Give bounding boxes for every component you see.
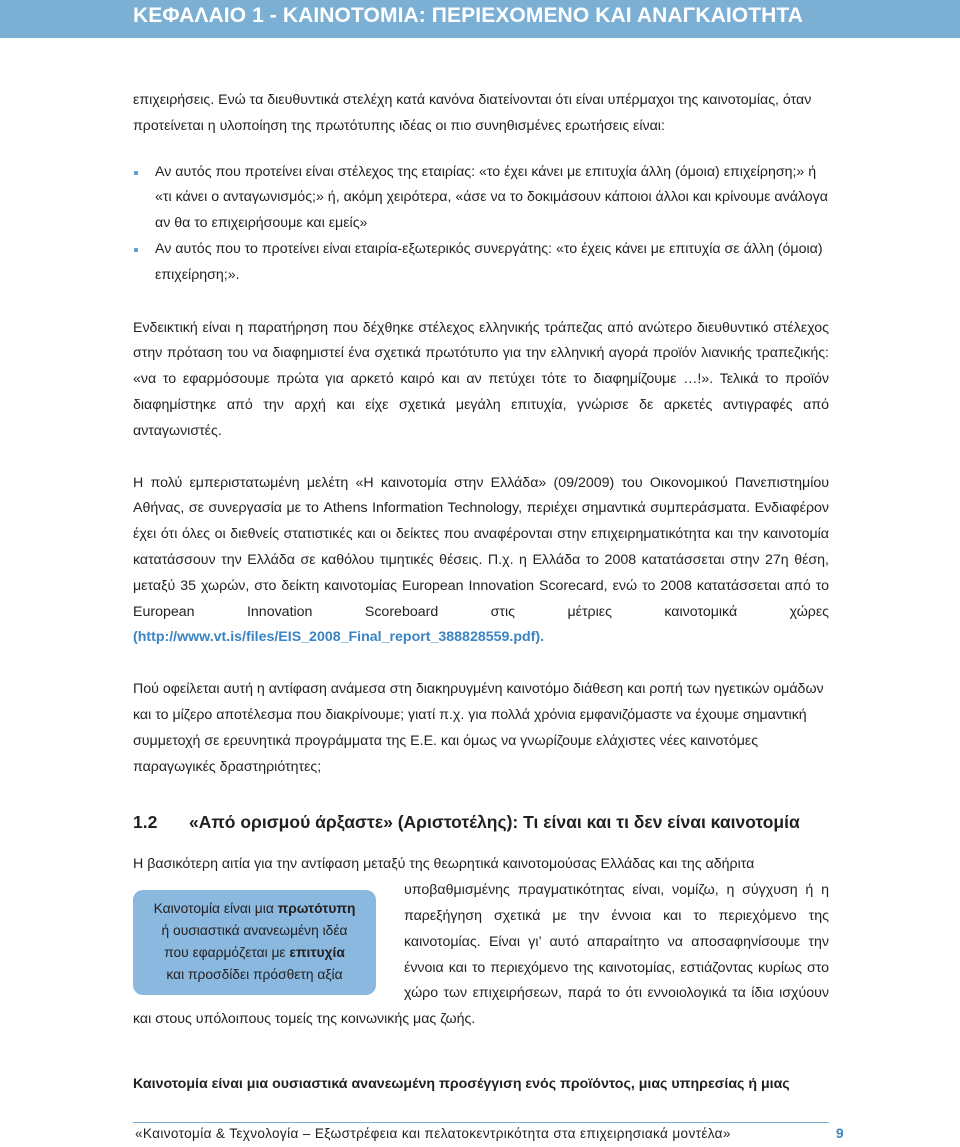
page-number: 9 <box>836 1126 844 1141</box>
section-number: 1.2 <box>133 812 158 833</box>
paragraph-basic-rest: υποβαθμισμένης πραγματικότητας είναι, νομίζω, η σύγχυση ή η παρεξήγηση σχετικά με την έννοια και το περιεχόμενο της καινοτομίας. Είναι γι’ αυτό απαραίτητο να αποσαφηνίσουμε την έννοια και το περιεχόμενο της καινοτομίας, εστιάζοντας κυρίως στο χώρο των επιχειρήσεων, παρά το ότι εννοιολογικά τα ίδια ισχύουν και στους υπόλοιπους τομείς της κοινωνικής μας ζωής. <box>133 882 829 1028</box>
paragraph-study <box>133 471 829 652</box>
chapter-header-bar <box>0 0 960 38</box>
list-item <box>155 160 829 237</box>
bullet-icon <box>134 248 138 252</box>
callout-emphasis: πρωτότυπη <box>277 901 356 917</box>
footer-divider <box>133 1122 829 1123</box>
paragraph-intro: επιχειρήσεις. Ενώ τα διευθυντικά στελέχη κατά κανόνα διατείνονται ότι είναι υπέρμαχοι της καινοτομίας, όταν προτείνεται η υλοποίηση της πρωτότυπης ιδέας οι πιο συνηθισμένες ερωτήσεις είναι: <box>133 92 812 134</box>
report-link[interactable]: (http://www.vt.is/files/EIS_2008_Final_report_388828559.pdf). <box>133 629 545 646</box>
callout-line <box>133 898 376 920</box>
callout-line <box>133 942 376 964</box>
paragraph-contradiction: Πού οφείλεται αυτή η αντίφαση ανάμεσα στη διακηρυγμένη καινοτόμο διάθεση και ροπή των ηγετικών ομάδων και το μίζερο αποτέλεσμα που διακρίνουμε; γιατί π.χ. για πολλά χρόνια εμφανιζόμαστε να έχουμε σημαντική συμμετοχή σε ερευνητικά προγράμματα της Ε.Ε. και όμως να γνωρίζουμε ελάχιστες νέες καινοτόμες παραγωγικές δραστηριότητες; <box>133 681 824 775</box>
callout-emphasis: επιτυχία <box>289 945 345 961</box>
list-item-text: Αν αυτός που το προτείνει είναι εταιρία-εξωτερικός συνεργάτης: «το έχεις κάνει με επιτυχία σε άλλη (όμοια) επιχείρηση;». <box>155 240 823 283</box>
callout-text: που εφαρμόζεται με <box>164 945 290 961</box>
section-title: «Από ορισμού άρξαστε» (Αριστοτέλης): Τι είναι και τι δεν είναι καινοτομία <box>189 812 800 833</box>
study-text: Η πολύ εμπεριστατωμένη μελέτη «Η καινοτομία στην Ελλάδα» (09/2009) του Οικονομικού Πανεπιστημίου Αθήνας, σε συνεργασία με το Athens Information Technology, περιέχει σημαντικά συμπεράσματα. Ενδιαφέρον έχει ότι όλες οι διεθνείς στατιστικές και οι δείκτες που αναφέρονται στην επιχειρηματικότητα και την καινοτομία κατατάσσουν την Ελλάδα σε καθόλου τιμητικές θέσεις. Π.χ. η Ελλάδα το 2008 κατατάσσεται στην 27η θέση, μεταξύ 35 χωρών, στο δείκτη καινοτομίας European Innovation Scorecard, ενώ το 2008 κατατάσσεται από το European Innovation Scoreboard στις μέτριες καινοτομικά χώρες <box>133 474 829 620</box>
question-list <box>133 160 829 289</box>
callout-line: και προσδίδει πρόσθετη αξία <box>166 967 343 983</box>
section-heading <box>133 810 829 834</box>
list-item-text: Αν αυτός που προτείνει είναι στέλεχος της εταιρίας: «το έχει κάνει με επιτυχία άλλη (όμοια) επιχείρηση;» ή «τι κάνει ο ανταγωνισμός;» ή, ακόμη χειρότερα, «άσε να το δοκιμάσουν κάποιοι άλλοι και κρίνουμε ανάλογα αν θα το επιχειρήσουμε και εμείς» <box>155 163 828 232</box>
bullet-icon <box>134 171 138 175</box>
footer-book-title: «Καινοτομία & Τεχνολογία – Εξωστρέφεια και πελατοκεντρικότητα στα επιχειρησιακά μοντέλα» <box>135 1126 731 1141</box>
chapter-title: ΚΕΦΑΛΑΙΟ 1 - ΚΑΙΝΟΤΟΜΙΑ: ΠΕΡΙΕΧΟΜΕΝΟ ΚΑΙ ΑΝΑΓΚΑΙΟΤΗΤΑ <box>133 4 804 27</box>
paragraph-basic-first-line: Η βασικότερη αιτία για την αντίφαση μεταξύ της θεωρητικά καινοτομούσας Ελλάδας και της αδήριτα <box>133 856 755 873</box>
page-body <box>133 88 829 1033</box>
callout-line: ή ουσιαστικά ανανεωμένη ιδέα <box>161 923 348 939</box>
list-item <box>155 237 829 289</box>
paragraph-bank-example: Ενδεικτική είναι η παρατήρηση που δέχθηκε στέλεχος ελληνικής τράπεζας από ανώτερο διευθυντικό στέλεχος στην πρόταση του να διαφημιστεί ένα σχετικά πρωτότυπο για την ελληνική αγορά προϊόν λιανικής τραπεζικής: «να το εφαρμόσουμε πρώτα για αρκετό καιρό και αν πετύχει τότε το διαφημίζουμε …!». Τελικά το προϊόν διαφημίστηκε από την αρχή και είχε σχετικά μεγάλη επιτυχία, γνώρισε δε αρκετές αντιγραφές από ανταγωνιστές. <box>133 319 829 439</box>
callout-text: Καινοτομία είναι μια <box>153 901 278 917</box>
definition-callout <box>133 890 376 995</box>
definition-bold-line: Καινοτομία είναι μια ουσιαστικά ανανεωμένη προσέγγιση ενός προϊόντος, μιας υπηρεσίας ή μιας <box>133 1076 790 1092</box>
